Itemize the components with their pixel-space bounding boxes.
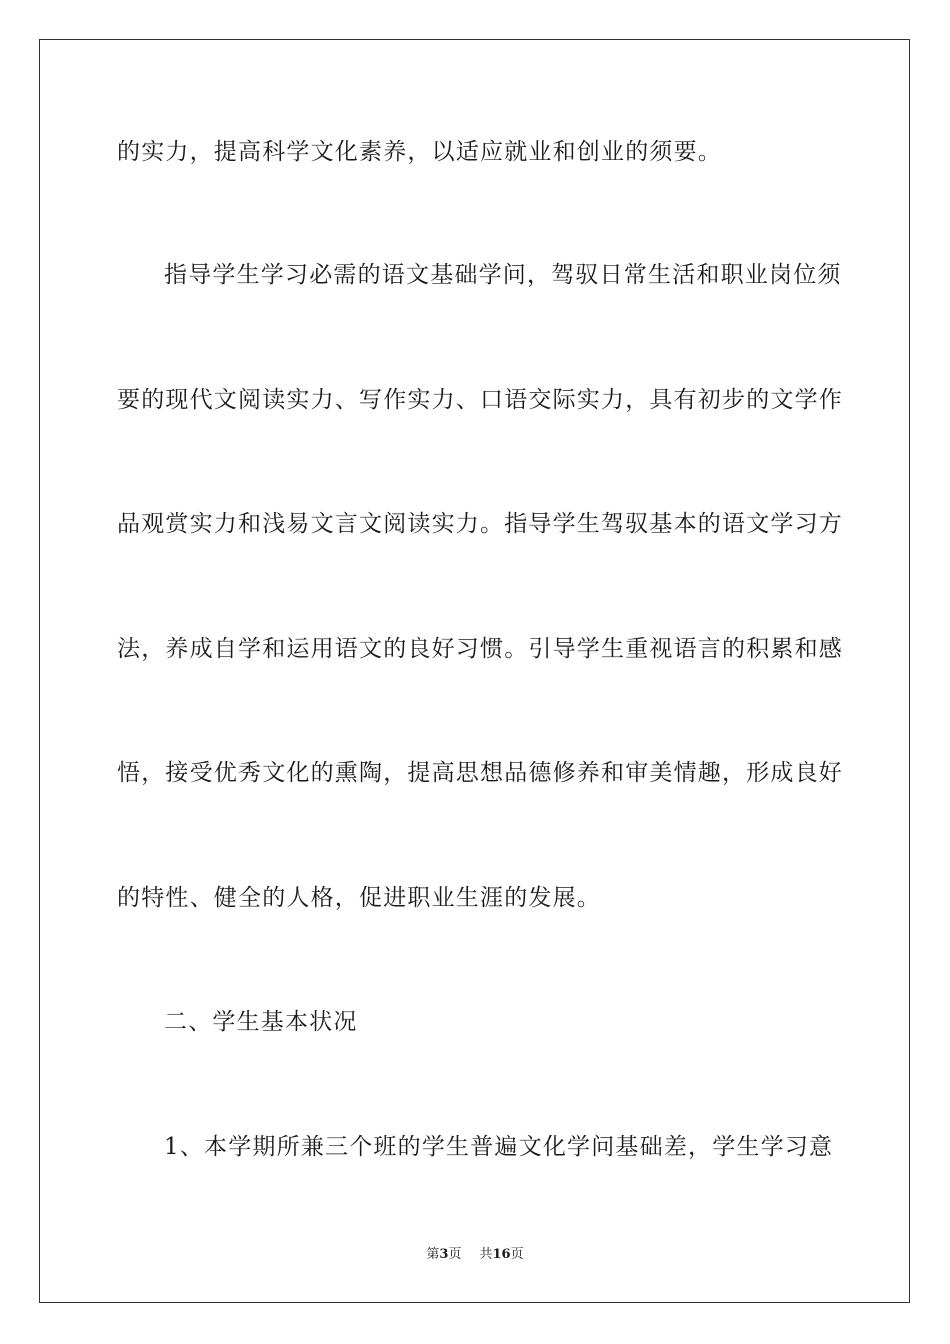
text-line: 品观赏实力和浅易文言文阅读实力。指导学生驾驭基本的语文学习方 [117, 511, 843, 537]
total-suffix: 页 [510, 1247, 524, 1262]
section-heading: 二、学生基本状况 [164, 1009, 358, 1035]
text-line: 要的现代文阅读实力、写作实力、口语交际实力，具有初步的文学作 [117, 387, 843, 413]
text-line: 的实力，提高科学文化素养，以适应就业和创业的须要。 [117, 139, 722, 165]
paragraph-line: 指导学生学习必需的语文基础学问，驾驭日常生活和职业岗位须 [164, 262, 842, 288]
page-footer [0, 1246, 950, 1264]
page-prefix: 第 [426, 1247, 440, 1262]
text-line: 的特性、健全的人格，促进职业生涯的发展。 [117, 885, 601, 911]
total-prefix: 共 [479, 1247, 493, 1262]
paragraph-line: 1、本学期所兼三个班的学生普遍文化学问基础差，学生学习意 [164, 1134, 834, 1160]
page-number: 3 [439, 1247, 449, 1262]
page-border [39, 39, 910, 1303]
text-line: 法，养成自学和运用语文的良好习惯。引导学生重视语言的积累和感 [117, 636, 843, 662]
page-suffix: 页 [448, 1247, 462, 1262]
text-line: 悟，接受优秀文化的熏陶，提高思想品德修养和审美情趣，形成良好 [117, 760, 843, 786]
total-pages: 16 [492, 1247, 511, 1262]
